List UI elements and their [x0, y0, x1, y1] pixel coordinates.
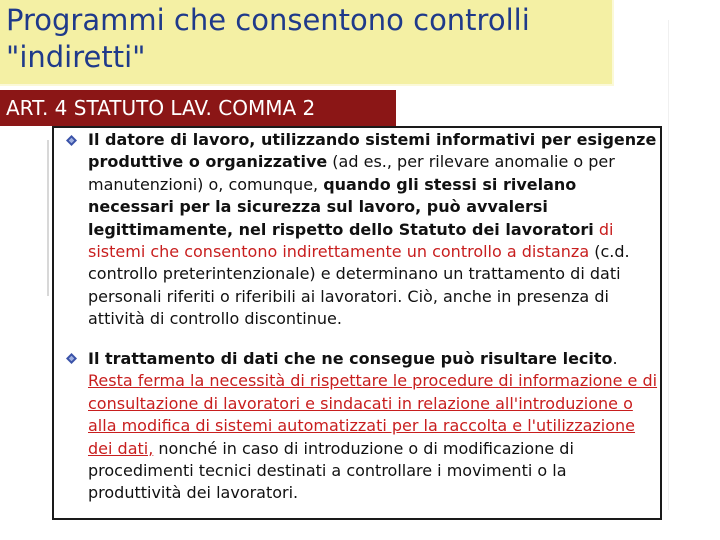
bullet1-text-1: (ad es., per rilevare anomalie o per manutenzioni) o, comunque, [88, 152, 615, 194]
bullet2-bold: Il trattamento di dati che ne consegue può risultare lecito [88, 349, 613, 368]
slide-title-line2: "indiretti" [6, 40, 146, 74]
diamond-bullet-icon [66, 135, 77, 146]
bullet2-red-underlined: Resta ferma la necessità di rispettare le procedure di informazione e di consultazione di lavoratori e sindacati in relazione all'introduzione o alla modifica di sistemi automatizzati per la raccolta e l'utilizzazione dei dati, [88, 371, 658, 458]
bullet1-bold-1: Il datore di lavoro, utilizzando sistemi informativi per esigenze produttive o organizzative [88, 130, 657, 172]
bullet-paragraph-2 [88, 348, 662, 505]
bullet1-red-text: di sistemi che consentono indirettamente un controllo a distanza [88, 219, 614, 262]
slide-title-line1: Programmi che consentono controlli [6, 3, 530, 37]
bullet1-bold-2: quando gli stessi si rivelano necessari per la sicurezza sul lavoro, può avvalersi legittimamente, nel rispetto dello Statuto dei lavoratori [88, 174, 594, 239]
diamond-bullet-icon [66, 353, 77, 364]
decorative-divider [668, 20, 669, 510]
bullet2-text-2: nonché in caso di introduzione o di modificazione di procedimenti tecnici destinati a controllare i movimenti o la produttività dei lavoratori. [88, 438, 574, 503]
bullet2-text-1: . [612, 349, 618, 368]
left-rule-divider [47, 140, 49, 296]
slide-title [6, 2, 606, 76]
section-header: ART. 4 STATUTO LAV. COMMA 2 [0, 90, 396, 126]
bullet1-text-2: (c.d. controllo preterintenzionale) e determinano un trattamento di dati personali riferiti o riferibili ai lavoratori. Ciò, anche in presenza di attività di controllo discontinue. [88, 242, 630, 329]
bullet-paragraph-1 [88, 129, 662, 331]
